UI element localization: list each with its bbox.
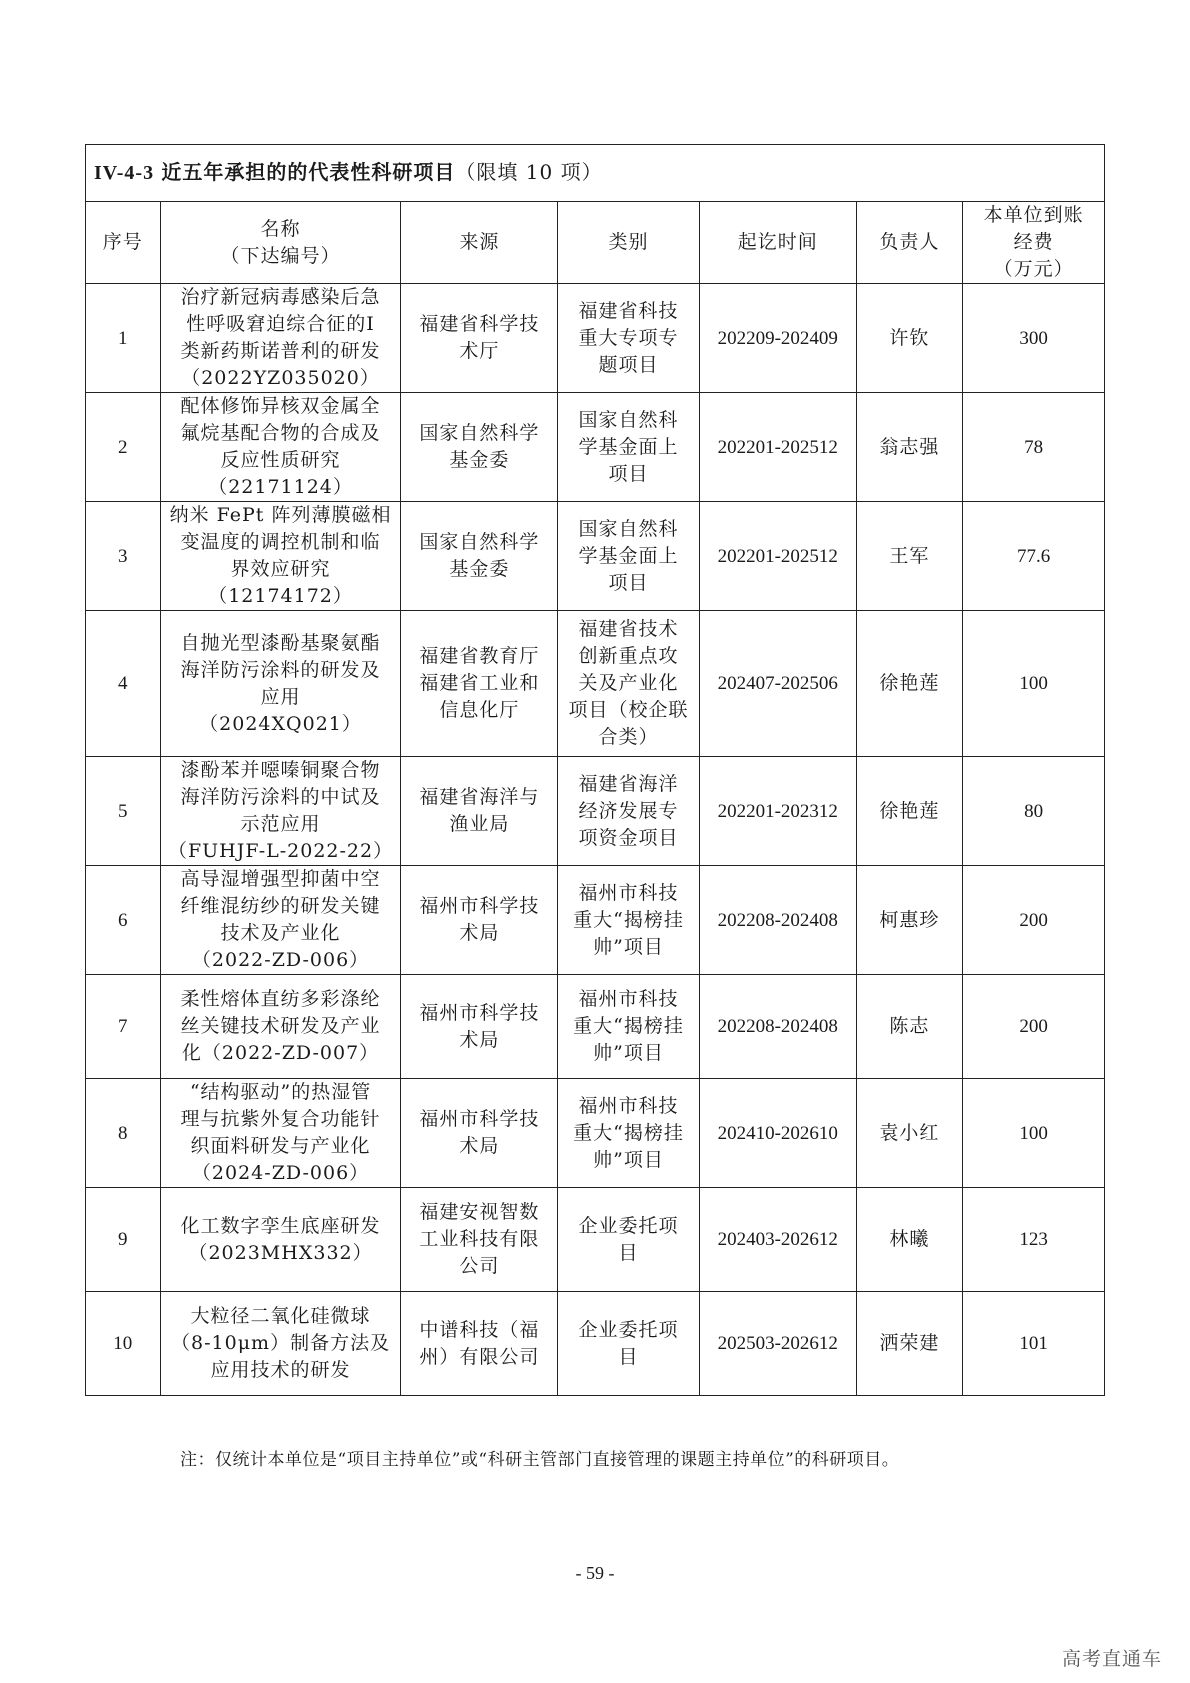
- cell-line: （22171124）: [208, 476, 353, 498]
- cell-leader: 林曦: [856, 1188, 963, 1292]
- cell-line: 化（2022-ZD-007）: [181, 1042, 380, 1064]
- section-limit: （限填 10 项）: [455, 160, 603, 184]
- cell-line: 项目（校企联: [568, 699, 689, 721]
- cell-line: 海洋防污涂料的中试及: [180, 786, 381, 808]
- cell-line: 福州市科技: [578, 881, 679, 904]
- cell-leader: 王军: [856, 502, 963, 611]
- cell-line: 基金委: [449, 558, 510, 580]
- cell-funding: 200: [963, 866, 1105, 975]
- cell-period: 202503-202612: [699, 1292, 856, 1396]
- cell-line: 国家自然科学: [419, 531, 540, 553]
- cell-line: 帅”项目: [593, 1148, 664, 1171]
- table-row: [86, 1188, 1105, 1292]
- section-title: [86, 145, 1105, 202]
- cell-leader: 翁志强: [856, 393, 963, 502]
- header-category: 类别: [558, 202, 700, 284]
- cell-line: 大粒径二氧化硅微球: [190, 1305, 371, 1327]
- table-row: [86, 502, 1105, 611]
- section-code: IV-4-3: [94, 162, 155, 184]
- cell-line: 重大“揭榜挂: [573, 908, 684, 931]
- cell-leader: 徐艳莲: [856, 611, 963, 757]
- cell-line: 州）有限公司: [419, 1345, 540, 1368]
- cell-line: 工业科技有限: [419, 1228, 540, 1250]
- table-row: [86, 393, 1105, 502]
- cell-line: 福建安视智数: [419, 1201, 540, 1223]
- cell-line: 目: [618, 1241, 639, 1264]
- cell-category: [558, 1292, 700, 1396]
- cell-line: 企业委托项: [578, 1214, 679, 1237]
- cell-line: 海洋防污涂料的研发及: [180, 658, 381, 681]
- cell-line: 技术及产业化: [220, 922, 341, 944]
- cell-name: [160, 1292, 401, 1396]
- cell-line: 国家自然科: [578, 408, 679, 431]
- cell-leader: 陈志: [856, 975, 963, 1079]
- cell-period: 202208-202408: [699, 866, 856, 975]
- cell-name: [160, 975, 401, 1079]
- cell-period: 202201-202512: [699, 393, 856, 502]
- cell-index: 10: [86, 1292, 161, 1396]
- cell-line: 企业委托项: [578, 1318, 679, 1341]
- cell-line: 示范应用: [240, 813, 321, 835]
- cell-category: [558, 284, 700, 393]
- cell-leader: 柯惠珍: [856, 866, 963, 975]
- cell-line: 福建省科学技: [419, 313, 540, 335]
- cell-period: 202208-202408: [699, 975, 856, 1079]
- watermark: 高考直通车: [1061, 1648, 1162, 1670]
- cell-line: 重大专项专: [578, 326, 679, 349]
- cell-index: 8: [86, 1079, 161, 1188]
- projects-table: [85, 144, 1105, 1396]
- cell-line: 柔性熔体直纺多彩涤纶: [180, 988, 381, 1010]
- cell-category: [558, 866, 700, 975]
- cell-line: 应用技术的研发: [210, 1359, 351, 1381]
- header-name-label: 名称: [260, 217, 301, 240]
- cell-line: 理与抗紫外复合功能针: [180, 1108, 381, 1130]
- cell-category: [558, 502, 700, 611]
- cell-source: [401, 866, 558, 975]
- header-funding-line1: 本单位到账: [983, 204, 1084, 226]
- cell-line: 项目: [608, 571, 649, 594]
- cell-funding: 80: [963, 757, 1105, 866]
- cell-period: 202209-202409: [699, 284, 856, 393]
- cell-line: 福州市科学技: [419, 895, 540, 917]
- cell-source: [401, 975, 558, 1079]
- cell-line: 变温度的调控机制和临: [180, 531, 381, 553]
- cell-line: 信息化厅: [439, 699, 520, 721]
- cell-line: 帅”项目: [593, 935, 664, 958]
- cell-line: 性呼吸窘迫综合征的Ⅰ: [186, 313, 375, 335]
- cell-line: 题项目: [598, 353, 659, 376]
- cell-leader: 徐艳莲: [856, 757, 963, 866]
- cell-line: 学基金面上: [578, 435, 679, 458]
- cell-category: [558, 757, 700, 866]
- cell-index: 3: [86, 502, 161, 611]
- footnote: 注：仅统计本单位是“项目主持单位”或“科研主管部门直接管理的课题主持单位”的科研项目。: [180, 1450, 900, 1470]
- cell-line: 织面料研发与产业化: [190, 1135, 371, 1157]
- cell-index: 6: [86, 866, 161, 975]
- cell-line: 福建省科技: [578, 299, 679, 322]
- cell-line: 术局: [459, 1135, 500, 1157]
- cell-line: （2023MHX332）: [188, 1241, 373, 1264]
- cell-line: 公司: [459, 1255, 500, 1277]
- cell-name: [160, 284, 401, 393]
- header-funding-line2: 经费: [1013, 231, 1054, 253]
- header-period: 起讫时间: [699, 202, 856, 284]
- cell-index: 2: [86, 393, 161, 502]
- cell-name: [160, 393, 401, 502]
- cell-line: 界效应研究: [230, 558, 331, 580]
- cell-line: 渔业局: [449, 813, 510, 835]
- cell-line: 术厅: [459, 340, 500, 362]
- header-name-sub: （下达编号）: [220, 244, 341, 267]
- cell-line: 福建省工业和: [419, 672, 540, 694]
- cell-funding: 100: [963, 611, 1105, 757]
- cell-category: [558, 1188, 700, 1292]
- cell-line: 高导湿增强型抑菌中空: [180, 868, 381, 890]
- table-row: [86, 757, 1105, 866]
- cell-line: （8-10μm）制备方法及: [171, 1332, 391, 1354]
- cell-period: 202201-202312: [699, 757, 856, 866]
- cell-period: 202201-202512: [699, 502, 856, 611]
- cell-line: 重大“揭榜挂: [573, 1015, 684, 1037]
- table-row: [86, 1292, 1105, 1396]
- cell-line: 治疗新冠病毒感染后急: [180, 286, 381, 308]
- cell-name: [160, 611, 401, 757]
- cell-leader: 洒荣建: [856, 1292, 963, 1396]
- cell-source: [401, 393, 558, 502]
- header-index: 序号: [86, 202, 161, 284]
- header-funding-line3: （万元）: [993, 258, 1074, 280]
- cell-index: 1: [86, 284, 161, 393]
- cell-line: 应用: [260, 685, 301, 708]
- cell-line: 创新重点攻: [578, 645, 679, 667]
- cell-line: （2022YZ035020）: [181, 367, 380, 389]
- header-row: [86, 202, 1105, 284]
- cell-period: 202410-202610: [699, 1079, 856, 1188]
- table-body: [86, 284, 1105, 1396]
- cell-source: [401, 611, 558, 757]
- table-row: [86, 1079, 1105, 1188]
- table-row: [86, 611, 1105, 757]
- header-leader: 负责人: [856, 202, 963, 284]
- cell-name: [160, 502, 401, 611]
- page-number: - 59 -: [575, 1563, 615, 1583]
- header-name: [160, 202, 401, 284]
- cell-line: 帅”项目: [593, 1042, 664, 1064]
- cell-line: 学基金面上: [578, 544, 679, 567]
- cell-index: 4: [86, 611, 161, 757]
- cell-line: 化工数字孪生底座研发: [180, 1214, 381, 1237]
- cell-line: 福建省海洋: [578, 772, 679, 795]
- cell-line: 福建省海洋与: [419, 786, 540, 808]
- cell-line: 配体修饰异核双金属全: [180, 395, 381, 417]
- cell-line: （FUHJF-L-2022-22）: [167, 840, 394, 862]
- section-title-text: 近五年承担的的代表性科研项目: [161, 160, 456, 184]
- cell-name: [160, 1188, 401, 1292]
- cell-source: [401, 284, 558, 393]
- cell-line: （2022-ZD-006）: [191, 949, 370, 971]
- cell-index: 5: [86, 757, 161, 866]
- cell-line: （2024-ZD-006）: [191, 1162, 370, 1184]
- cell-line: 类新药斯诺普利的研发: [180, 340, 381, 362]
- cell-line: 重大“揭榜挂: [573, 1121, 684, 1144]
- cell-line: “结构驱动”的热湿管: [189, 1081, 372, 1103]
- cell-source: [401, 1292, 558, 1396]
- cell-funding: 123: [963, 1188, 1105, 1292]
- cell-funding: 300: [963, 284, 1105, 393]
- cell-line: 基金委: [449, 449, 510, 471]
- cell-line: 国家自然科: [578, 517, 679, 540]
- header-source: 来源: [401, 202, 558, 284]
- cell-line: 福州市科学技: [419, 1108, 540, 1130]
- cell-funding: 77.6: [963, 502, 1105, 611]
- cell-name: [160, 757, 401, 866]
- cell-line: 漆酚苯并噁嗪铜聚合物: [180, 759, 381, 781]
- cell-category: [558, 393, 700, 502]
- cell-line: 福建省教育厅: [419, 645, 540, 667]
- cell-leader: 许钦: [856, 284, 963, 393]
- table-row: [86, 866, 1105, 975]
- cell-category: [558, 1079, 700, 1188]
- cell-category: [558, 975, 700, 1079]
- cell-category: [558, 611, 700, 757]
- cell-line: 纳米 FePt 阵列薄膜磁相: [169, 504, 392, 526]
- cell-source: [401, 502, 558, 611]
- cell-line: 项目: [608, 462, 649, 485]
- cell-line: 反应性质研究: [220, 449, 341, 471]
- cell-line: 福建省技术: [578, 618, 679, 640]
- cell-source: [401, 1079, 558, 1188]
- cell-line: 丝关键技术研发及产业: [180, 1015, 381, 1037]
- cell-funding: 78: [963, 393, 1105, 502]
- cell-line: 纤维混纺纱的研发关键: [180, 895, 381, 917]
- cell-line: 项资金项目: [578, 826, 679, 849]
- cell-funding: 101: [963, 1292, 1105, 1396]
- header-funding: [963, 202, 1105, 284]
- cell-line: 福州市科技: [578, 1094, 679, 1117]
- cell-line: 国家自然科学: [419, 422, 540, 444]
- table-row: [86, 284, 1105, 393]
- cell-line: （2024XQ021）: [199, 712, 362, 735]
- cell-index: 7: [86, 975, 161, 1079]
- cell-line: 自抛光型漆酚基聚氨酯: [180, 631, 381, 654]
- cell-funding: 200: [963, 975, 1105, 1079]
- cell-line: 目: [618, 1345, 639, 1368]
- cell-line: 福州市科学技: [419, 1001, 540, 1024]
- cell-line: 关及产业化: [578, 672, 679, 694]
- cell-line: 术局: [459, 1028, 500, 1051]
- cell-line: 氟烷基配合物的合成及: [180, 422, 381, 444]
- cell-funding: 100: [963, 1079, 1105, 1188]
- cell-period: 202403-202612: [699, 1188, 856, 1292]
- cell-line: 术局: [459, 922, 500, 944]
- cell-line: （12174172）: [208, 585, 353, 607]
- cell-line: 经济发展专: [578, 799, 679, 822]
- cell-source: [401, 1188, 558, 1292]
- cell-source: [401, 757, 558, 866]
- cell-period: 202407-202506: [699, 611, 856, 757]
- cell-name: [160, 1079, 401, 1188]
- cell-line: 合类）: [598, 726, 659, 748]
- cell-line: 福州市科技: [578, 988, 679, 1010]
- cell-leader: 袁小红: [856, 1079, 963, 1188]
- table-row: [86, 975, 1105, 1079]
- cell-index: 9: [86, 1188, 161, 1292]
- cell-line: 中谱科技（福: [419, 1318, 540, 1341]
- cell-name: [160, 866, 401, 975]
